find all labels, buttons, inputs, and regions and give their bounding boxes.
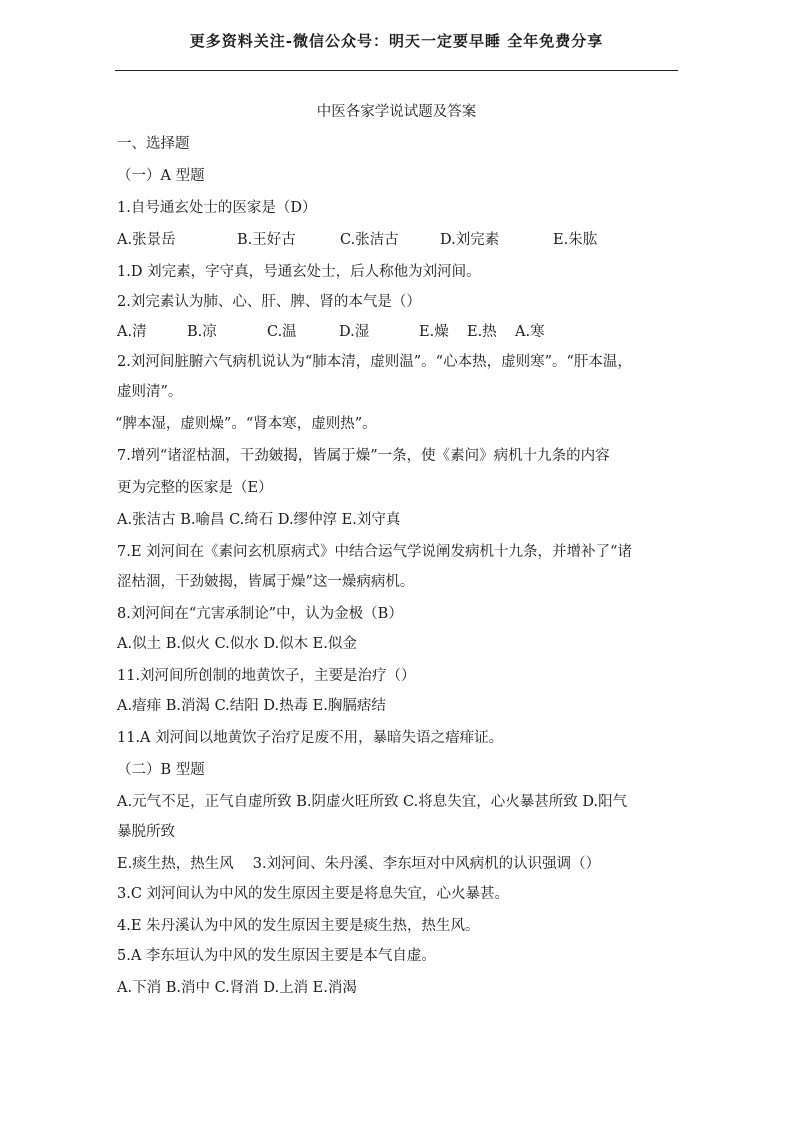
- b-options-2: A.下消 B.消中 C.肾消 D.上消 E.消渴: [117, 980, 357, 996]
- question-2: 2.刘完素认为肺、心、肝、脾、肾的本气是（）: [117, 294, 421, 310]
- answer-b4: 4.E 朱丹溪认为中风的发生原因主要是痰生热，热生风。: [117, 918, 480, 934]
- option-d: D.刘完素: [440, 232, 500, 248]
- option-b: B.凉: [187, 324, 217, 340]
- option-e: E.燥: [419, 324, 449, 340]
- answer-7-line: 涩枯涸，干劲皴揭，皆属于燥”这一燥病病机。: [117, 574, 415, 590]
- page-header: 更多资料关注-微信公众号：明天一定要早睡 全年免费分享: [189, 32, 604, 50]
- part-heading-b: （二）B 型题: [117, 762, 205, 778]
- question-8-options: A.似土 B.似火 C.似水 D.似木 E.似金: [117, 636, 357, 652]
- part-heading-a: （一）A 型题: [117, 168, 205, 184]
- b-options-line: 暴脱所致: [117, 824, 175, 840]
- question-2-options: [117, 320, 545, 341]
- question-7-options: A.张洁古 B.喻昌 C.绮石 D.缪仲淳 E.刘守真: [117, 512, 401, 528]
- option-d: D.湿: [339, 324, 370, 340]
- answer-2-line: 虚则清”。: [117, 384, 183, 400]
- option-a-2: A.寒: [515, 324, 545, 340]
- answer-b3: 3.C 刘河间认为中风的发生原因主要是将息失宜，心火暴甚。: [117, 886, 510, 902]
- document-title: 中医各家学说试题及答案: [316, 104, 477, 120]
- question-8: 8.刘河间在“亢害承制论”中，认为金极（B）: [117, 606, 403, 622]
- option-e-2: E.热: [467, 324, 497, 340]
- answer-1: 1.D 刘完素，字守真，号通玄处士，后人称他为刘河间。: [117, 264, 481, 280]
- option-e: E.朱肱: [553, 232, 598, 248]
- answer-2-line: 2.刘河间脏腑六气病机说认为“肺本清，虚则温”。“心本热，虚则寒”。“肝本温，: [117, 354, 632, 370]
- option-a: A.清: [117, 324, 147, 340]
- answer-b5: 5.A 李东垣认为中风的发生原因主要是本气自虚。: [117, 948, 436, 964]
- header-divider: [115, 70, 678, 71]
- option-c: C.温: [267, 324, 297, 340]
- question-1-options: [117, 228, 597, 249]
- answer-7-line: 7.E 刘河间在《素问玄机原病式》中结合运气学说阐发病机十九条，并增补了“诸: [117, 544, 632, 560]
- b-options-line: E.痰生热，热生风 3.刘河间、朱丹溪、李东垣对中风病机的认识强调（）: [117, 856, 601, 872]
- option-a: A.张景岳: [117, 232, 176, 248]
- b-options-line: A.元气不足，正气自虚所致 B.阴虚火旺所致 C.将息失宜，心火暴甚所致 D.阳气: [117, 794, 628, 810]
- question-1: 1.自号通玄处士的医家是（D）: [117, 200, 317, 216]
- answer-11: 11.A 刘河间以地黄饮子治疗足废不用，暴暗失语之瘖痱证。: [117, 730, 504, 746]
- section-heading: 一、选择题: [117, 136, 190, 152]
- option-b: B.王好古: [237, 232, 296, 248]
- question-7-line: 更为完整的医家是（E）: [117, 480, 273, 496]
- question-11: 11.刘河间所创制的地黄饮子，主要是治疗（）: [117, 668, 416, 684]
- question-7-line: 7.增列“诸涩枯涸，干劲皴揭，皆属于燥”一条，使《素问》病机十九条的内容: [117, 448, 610, 464]
- question-11-options: A.瘖痱 B.消渴 C.结阳 D.热毒 E.胸膈痞结: [117, 698, 386, 714]
- answer-2-line: “脾本湿，虚则燥”。“肾本寒，虚则热”。: [115, 416, 377, 432]
- option-c: C.张洁古: [340, 232, 399, 248]
